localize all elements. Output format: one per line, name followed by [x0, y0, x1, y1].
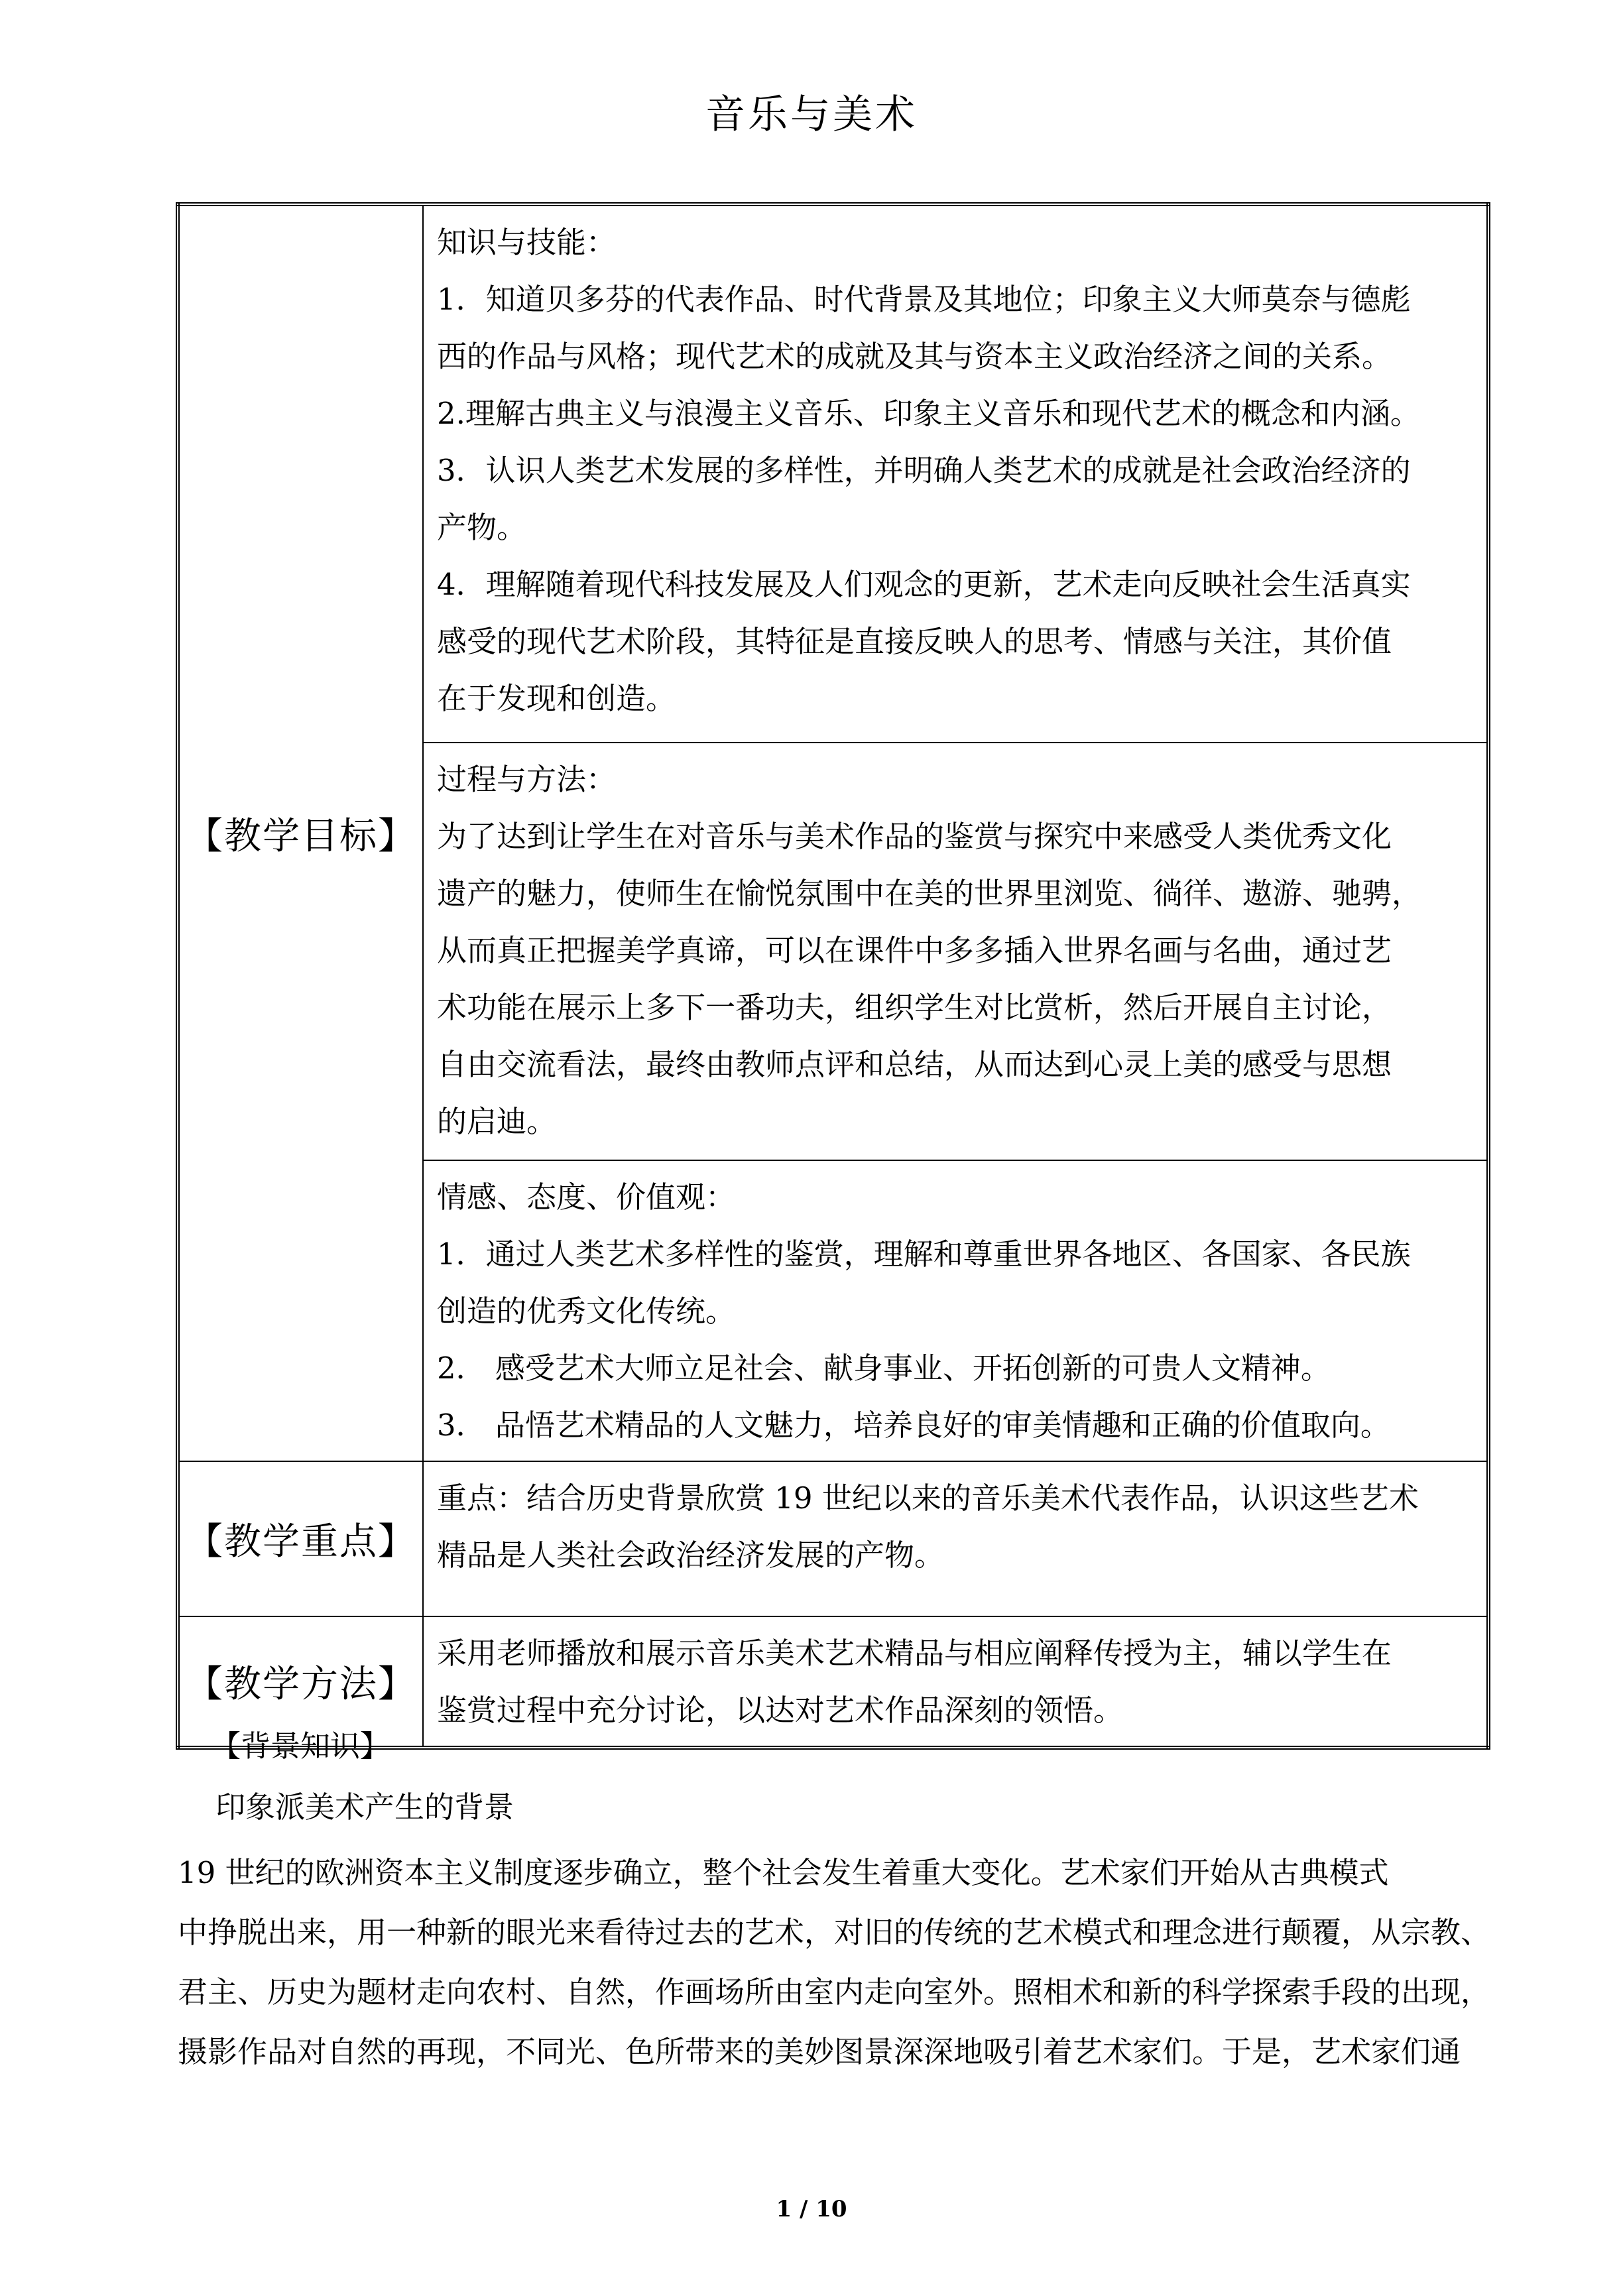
text-line: 鉴赏过程中充分讨论，以达对艺术作品深刻的领悟。	[437, 1693, 1124, 1728]
process-cell	[423, 743, 1488, 1160]
background-paragraph	[178, 1843, 1491, 2082]
text-line: 精品是人类社会政治经济发展的产物。	[437, 1538, 945, 1573]
objectives-knowledge-row	[178, 204, 1488, 743]
background-heading: 【背景知识】	[211, 1728, 391, 1764]
key-points-cell	[423, 1461, 1488, 1616]
text-line: 采用老师播放和展示音乐美术艺术精品与相应阐释传授为主，辅以学生在	[437, 1636, 1392, 1671]
text-line: 君主、历史为题材走向农村、自然，作画场所由室内走向室外。照相术和新的科学探索手段的出现，	[178, 1974, 1491, 2010]
text-line: 19 世纪的欧洲资本主义制度逐步确立，整个社会发生着重大变化。艺术家们开始从古典模式	[178, 1855, 1389, 1890]
emotion-cell	[423, 1160, 1488, 1461]
text-line: 在于发现和创造。	[437, 681, 676, 716]
page-number: 1 / 10	[776, 2196, 847, 2222]
text-line: 知识与技能：	[437, 225, 617, 260]
text-line: 感受的现代艺术阶段，其特征是直接反映人的思考、情感与关注，其价值	[437, 624, 1392, 659]
page-title: 音乐与美术	[705, 91, 918, 138]
text-line: 西的作品与风格；现代艺术的成就及其与资本主义政治经济之间的关系。	[437, 339, 1392, 374]
background-subheading: 印象派美术产生的背景	[215, 1789, 514, 1825]
objectives-label: 【教学目标】	[178, 204, 423, 1461]
text-line: 2.理解古典主义与浪漫主义音乐、印象主义音乐和现代艺术的概念和内涵。	[437, 396, 1420, 431]
text-line: 4．理解随着现代科技发展及人们观念的更新，艺术走向反映社会生活真实	[437, 567, 1411, 602]
text-line: 产物。	[437, 510, 527, 545]
key-points-row	[178, 1461, 1488, 1616]
text-line: 3． 品悟艺术精品的人文魅力，培养良好的审美情趣和正确的价值取向。	[437, 1408, 1390, 1443]
text-line: 为了达到让学生在对音乐与美术作品的鉴赏与探究中来感受人类优秀文化	[437, 819, 1392, 854]
text-line: 自由交流看法，最终由教师点评和总结，从而达到心灵上美的感受与思想	[437, 1047, 1392, 1082]
knowledge-cell	[423, 204, 1488, 743]
key-points-label: 【教学重点】	[178, 1461, 423, 1616]
text-line: 摄影作品对自然的再现，不同光、色所带来的美妙图景深深地吸引着艺术家们。于是，艺术家们通	[178, 2034, 1461, 2069]
text-line: 重点：结合历史背景欣赏 19 世纪以来的音乐美术代表作品，认识这些艺术	[437, 1480, 1419, 1516]
text-line: 遗产的魅力，使师生在愉悦氛围中在美的世界里浏览、徜徉、遨游、驰骋，	[437, 876, 1422, 911]
text-line: 情感、态度、价值观：	[437, 1179, 736, 1215]
text-line: 1．通过人类艺术多样性的鉴赏，理解和尊重世界各地区、各国家、各民族	[437, 1237, 1411, 1272]
text-line: 的启迪。	[437, 1104, 557, 1139]
text-line: 2． 感受艺术大师立足社会、献身事业、开拓创新的可贵人文精神。	[437, 1351, 1331, 1386]
text-line: 创造的优秀文化传统。	[437, 1294, 736, 1329]
lesson-plan-table	[176, 202, 1490, 1750]
text-line: 过程与方法：	[437, 762, 617, 797]
methods-label: 【教学方法】	[178, 1616, 423, 1748]
text-line: 中挣脱出来，用一种新的眼光来看待过去的艺术，对旧的传统的艺术模式和理念进行颠覆，从宗教、	[178, 1915, 1491, 1950]
text-line: 术功能在展示上多下一番功夫，组织学生对比赏析，然后开展自主讨论，	[437, 990, 1392, 1025]
text-line: 1．知道贝多芬的代表作品、时代背景及其地位；印象主义大师莫奈与德彪	[437, 282, 1411, 317]
text-line: 3．认识人类艺术发展的多样性，并明确人类艺术的成就是社会政治经济的	[437, 453, 1411, 488]
text-line: 从而真正把握美学真谛，可以在课件中多多插入世界名画与名曲，通过艺	[437, 933, 1392, 968]
